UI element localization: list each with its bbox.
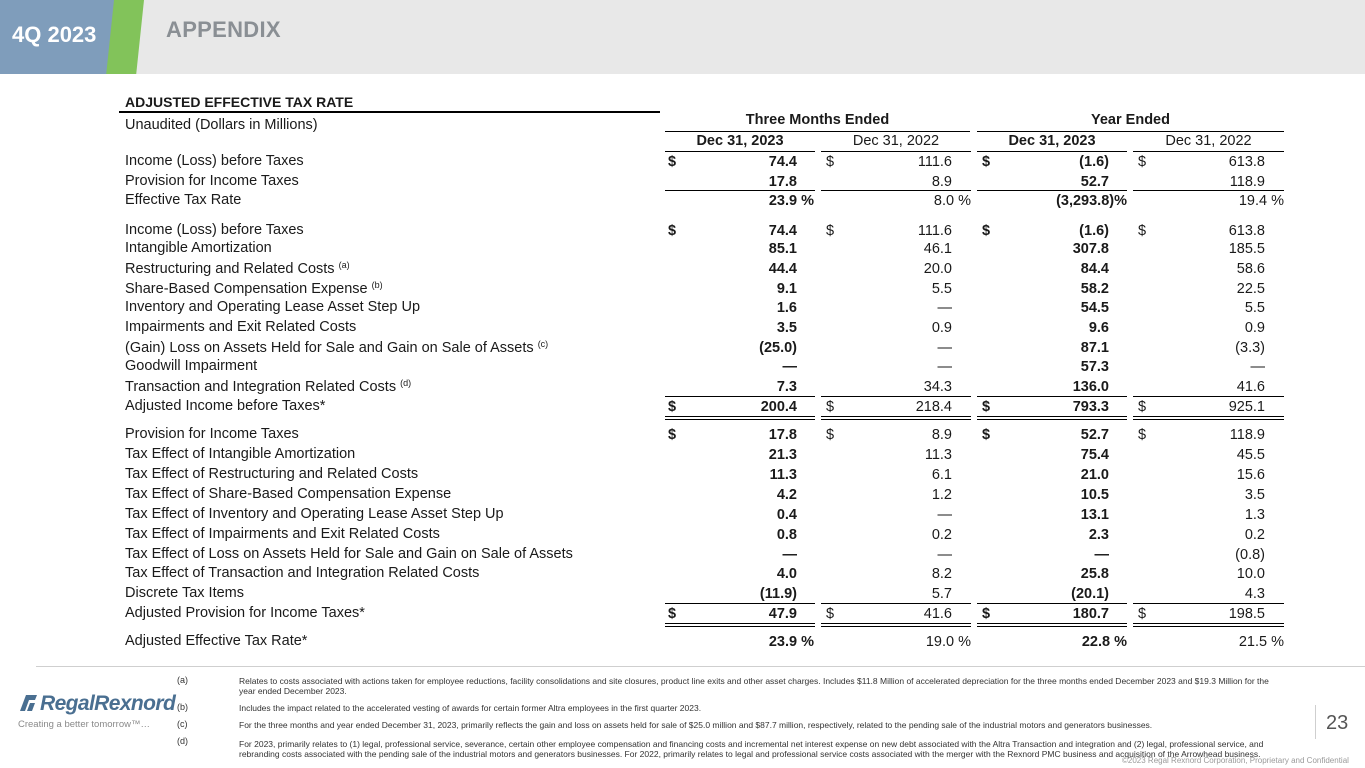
row-label: Provision for Income Taxes bbox=[125, 173, 299, 189]
cell-value: 58.2 bbox=[1080, 281, 1109, 297]
cell-value: 198.5 bbox=[1228, 606, 1265, 622]
cell-value: (0.8) bbox=[1235, 547, 1265, 563]
table-row bbox=[0, 633, 1365, 651]
cell-value: 21.3 bbox=[768, 447, 797, 463]
total-double-rule bbox=[977, 416, 1127, 420]
subtotal-rule bbox=[1133, 603, 1284, 604]
subtotal-rule bbox=[977, 603, 1127, 604]
cell-value: 8.9 bbox=[931, 427, 952, 443]
column-header-fy-2023: Dec 31, 2023 bbox=[1008, 133, 1096, 149]
total-double-rule bbox=[977, 623, 1127, 627]
row-label: Impairments and Exit Related Costs bbox=[125, 319, 357, 335]
footnote-marker: (d) bbox=[400, 378, 412, 388]
cell-value: (11.9) bbox=[759, 586, 797, 602]
cell-value: 10.5 bbox=[1080, 487, 1109, 503]
total-double-rule bbox=[1133, 623, 1284, 627]
group-header-three-months: Three Months Ended bbox=[745, 112, 890, 128]
row-label: Income (Loss) before Taxes bbox=[125, 153, 304, 169]
table-row bbox=[0, 173, 1365, 191]
copyright-notice: ©2023 Regal Rexnord Corporation, Proprietary and Confidential bbox=[1122, 756, 1349, 765]
cell-value: 5.7 bbox=[931, 586, 952, 602]
cell-value: 0.9 bbox=[1244, 320, 1265, 336]
cell-value: 180.7 bbox=[1072, 606, 1109, 622]
title-underline bbox=[119, 111, 660, 113]
quarter-label: 4Q 2023 bbox=[12, 22, 97, 47]
cell-value: 74.4 bbox=[768, 154, 797, 170]
footnote-text: Includes the impact related to the accelerated vesting of awards for certain former Altra employees in the first quarter 2023. bbox=[239, 703, 702, 713]
total-double-rule bbox=[665, 623, 815, 627]
cell-value: 8.9 bbox=[931, 174, 952, 190]
row-label: Adjusted Effective Tax Rate* bbox=[125, 633, 308, 649]
cell-value: 1.6 bbox=[776, 300, 797, 316]
row-label: Transaction and Integration Related Costs $^{(d)}$ bbox=[125, 378, 412, 395]
currency-symbol: $ bbox=[1138, 154, 1147, 170]
brand-tagline: Creating a better tomorrow™… bbox=[18, 719, 150, 730]
table-row bbox=[0, 565, 1365, 583]
total-double-rule bbox=[821, 416, 971, 420]
cell-value: 118.9 bbox=[1229, 174, 1265, 190]
table-row bbox=[0, 526, 1365, 544]
row-label: Income (Loss) before Taxes bbox=[125, 222, 304, 238]
row-label: Tax Effect of Inventory and Operating Lease Asset Step Up bbox=[125, 506, 504, 522]
cell-value: — bbox=[937, 507, 952, 523]
footnote-text: For the three months and year ended December 31, 2023, primarily reflects the gain and loss on assets held for sale of $25.0 million and $87.7 million, respectively, related to the pending sale of the industrial motors and generators businesses. bbox=[239, 720, 1153, 730]
cell-value: 84.4 bbox=[1080, 261, 1109, 277]
cell-value: (1.6) bbox=[1079, 154, 1109, 170]
cell-value: 925.1 bbox=[1228, 399, 1265, 415]
table-subtitle: Unaudited (Dollars in Millions) bbox=[125, 117, 318, 133]
currency-symbol: $ bbox=[982, 427, 991, 443]
row-label: Restructuring and Related Costs $^{(a)}$ bbox=[125, 260, 350, 277]
cell-value: 75.4 bbox=[1080, 447, 1109, 463]
cell-value: 21.5 % bbox=[1238, 634, 1284, 650]
cell-value: 15.6 bbox=[1236, 467, 1265, 483]
cell-value: 23.9 % bbox=[768, 193, 814, 209]
cell-value: 307.8 bbox=[1072, 241, 1109, 257]
currency-symbol: $ bbox=[826, 399, 835, 415]
currency-symbol: $ bbox=[668, 154, 677, 170]
column-rule bbox=[977, 151, 1127, 152]
table-row bbox=[0, 192, 1365, 210]
total-double-rule bbox=[665, 416, 815, 420]
footnote-divider bbox=[36, 666, 1365, 667]
cell-value: (1.6) bbox=[1079, 223, 1109, 239]
table-row bbox=[0, 319, 1365, 337]
currency-symbol: $ bbox=[982, 399, 991, 415]
cell-value: 74.4 bbox=[768, 223, 797, 239]
cell-value: 85.1 bbox=[768, 241, 797, 257]
row-label: Provision for Income Taxes bbox=[125, 426, 299, 442]
row-label: Tax Effect of Share-Based Compensation Expense bbox=[125, 486, 452, 502]
column-header-q4-2023: Dec 31, 2023 bbox=[696, 133, 784, 149]
cell-value: 17.8 bbox=[768, 427, 797, 443]
table-row bbox=[0, 466, 1365, 484]
cell-value: — bbox=[782, 359, 797, 375]
currency-symbol: $ bbox=[826, 606, 835, 622]
cell-value: 52.7 bbox=[1080, 427, 1109, 443]
cell-value: (25.0) bbox=[759, 340, 797, 356]
footnote-key: (b) bbox=[177, 702, 188, 712]
table-row bbox=[0, 378, 1365, 396]
subtotal-rule bbox=[821, 190, 971, 191]
footnote-marker: (b) bbox=[371, 280, 383, 290]
logo-wordmark: RegalRexnord bbox=[40, 692, 176, 715]
cell-value: 54.5 bbox=[1080, 300, 1109, 316]
cell-value: 0.8 bbox=[776, 527, 797, 543]
table-row bbox=[0, 299, 1365, 317]
cell-value: 17.8 bbox=[768, 174, 797, 190]
currency-symbol: $ bbox=[982, 154, 991, 170]
row-label: Effective Tax Rate bbox=[125, 192, 242, 208]
footnote-key: (a) bbox=[177, 675, 188, 685]
cell-value: — bbox=[782, 547, 797, 563]
cell-value: 87.1 bbox=[1080, 340, 1109, 356]
currency-symbol: $ bbox=[826, 427, 835, 443]
cell-value: 3.5 bbox=[1244, 487, 1265, 503]
row-label: Tax Effect of Intangible Amortization bbox=[125, 446, 356, 462]
cell-value: 45.5 bbox=[1236, 447, 1265, 463]
total-double-rule bbox=[1133, 416, 1284, 420]
cell-value: 23.9 % bbox=[768, 634, 814, 650]
cell-value: 9.6 bbox=[1088, 320, 1109, 336]
cell-value: 25.8 bbox=[1080, 566, 1109, 582]
row-label: Discrete Tax Items bbox=[125, 585, 244, 601]
column-header-q4-2022: Dec 31, 2022 bbox=[852, 133, 940, 149]
cell-value: — bbox=[937, 359, 952, 375]
cell-value: 200.4 bbox=[760, 399, 797, 415]
cell-value: 22.5 bbox=[1236, 281, 1265, 297]
row-label: Adjusted Income before Taxes* bbox=[125, 398, 326, 414]
cell-value: 0.2 bbox=[931, 527, 952, 543]
cell-value: 47.9 bbox=[768, 606, 797, 622]
subtotal-rule bbox=[821, 603, 971, 604]
badge-accent-stripe bbox=[106, 0, 144, 74]
row-label: Inventory and Operating Lease Asset Step Up bbox=[125, 299, 421, 315]
table-row bbox=[0, 260, 1365, 278]
currency-symbol: $ bbox=[1138, 427, 1147, 443]
cell-value: 3.5 bbox=[776, 320, 797, 336]
table-row bbox=[0, 585, 1365, 603]
column-rule bbox=[821, 151, 971, 152]
cell-value: 8.2 bbox=[931, 566, 952, 582]
cell-value: (3,293.8)% bbox=[1056, 193, 1127, 209]
currency-symbol: $ bbox=[982, 606, 991, 622]
column-header-fy-2022: Dec 31, 2022 bbox=[1165, 133, 1252, 149]
table-row bbox=[0, 339, 1365, 357]
cell-value: 218.4 bbox=[915, 399, 952, 415]
cell-value: 19.4 % bbox=[1238, 193, 1284, 209]
currency-symbol: $ bbox=[1138, 223, 1147, 239]
table-row bbox=[0, 486, 1365, 504]
cell-value: 44.4 bbox=[768, 261, 797, 277]
cell-value: 22.8 % bbox=[1081, 634, 1127, 650]
row-label: Adjusted Provision for Income Taxes* bbox=[125, 605, 365, 621]
currency-symbol: $ bbox=[826, 223, 835, 239]
subtotal-rule bbox=[977, 396, 1127, 397]
column-rule bbox=[1133, 151, 1284, 152]
slide-header bbox=[0, 0, 1365, 74]
cell-value: 11.3 bbox=[924, 447, 952, 463]
footnote-key: (d) bbox=[177, 736, 188, 746]
footnote-text: Relates to costs associated with actions taken for employee reductions, facility consolidations and site closures, product line exits and other asset charges. Includes $11.8 Million of accelerated depreciation for the three months ended December 2023 and $19.3 Million for the year ended December 2023. bbox=[239, 676, 1269, 696]
subtotal-rule bbox=[665, 190, 815, 191]
currency-symbol: $ bbox=[826, 154, 835, 170]
table-row bbox=[0, 153, 1365, 171]
cell-value: 4.0 bbox=[776, 566, 797, 582]
table-row bbox=[0, 280, 1365, 298]
cell-value: 1.2 bbox=[931, 487, 952, 503]
group-header-year: Year Ended bbox=[1091, 112, 1170, 128]
cell-value: 0.2 bbox=[1244, 527, 1265, 543]
slide-title: APPENDIX bbox=[166, 17, 281, 42]
table-row bbox=[0, 546, 1365, 564]
cell-value: 9.1 bbox=[776, 281, 797, 297]
row-label: Tax Effect of Transaction and Integration Related Costs bbox=[125, 565, 480, 581]
currency-symbol: $ bbox=[1138, 399, 1147, 415]
cell-value: (3.3) bbox=[1235, 340, 1265, 356]
cell-value: 10.0 bbox=[1236, 566, 1265, 582]
cell-value: 111.6 bbox=[917, 223, 952, 239]
table-row bbox=[0, 605, 1365, 623]
table-row bbox=[0, 222, 1365, 240]
cell-value: 4.3 bbox=[1244, 586, 1265, 602]
cell-value: 46.1 bbox=[923, 241, 952, 257]
row-label: Goodwill Impairment bbox=[125, 358, 258, 374]
subtotal-rule bbox=[665, 396, 815, 397]
cell-value: (20.1) bbox=[1071, 586, 1109, 602]
cell-value: 13.1 bbox=[1080, 507, 1109, 523]
currency-symbol: $ bbox=[1138, 606, 1147, 622]
cell-value: — bbox=[1250, 359, 1265, 375]
footnote-key: (c) bbox=[177, 719, 188, 729]
table-row bbox=[0, 446, 1365, 464]
cell-value: — bbox=[937, 340, 952, 356]
page-number: 23 bbox=[1326, 712, 1349, 734]
row-label: (Gain) Loss on Assets Held for Sale and Gain on Sale of Assets $^{(c)}$ bbox=[125, 339, 549, 356]
column-rule bbox=[665, 151, 815, 152]
cell-value: 0.9 bbox=[931, 320, 952, 336]
cell-value: 57.3 bbox=[1080, 359, 1109, 375]
table-title: ADJUSTED EFFECTIVE TAX RATE bbox=[125, 94, 354, 110]
cell-value: 5.5 bbox=[931, 281, 952, 297]
total-double-rule bbox=[821, 623, 971, 627]
subtotal-rule bbox=[977, 190, 1127, 191]
cell-value: 4.2 bbox=[776, 487, 797, 503]
cell-value: 19.0 % bbox=[925, 634, 971, 650]
cell-value: — bbox=[937, 300, 952, 316]
footnote-marker: (c) bbox=[537, 339, 549, 349]
cell-value: 118.9 bbox=[1229, 427, 1265, 443]
currency-symbol: $ bbox=[668, 223, 677, 239]
table-row bbox=[0, 358, 1365, 376]
subtotal-rule bbox=[665, 603, 815, 604]
currency-symbol: $ bbox=[668, 606, 677, 622]
table-row bbox=[0, 506, 1365, 524]
cell-value: 11.3 bbox=[769, 467, 797, 483]
cell-value: 34.3 bbox=[923, 379, 952, 395]
subtotal-rule bbox=[1133, 190, 1284, 191]
currency-symbol: $ bbox=[668, 427, 677, 443]
currency-symbol: $ bbox=[982, 223, 991, 239]
footnote-text: For 2023, primarily relates to (1) legal, professional service, severance, certain other employee compensation and financing costs and incremental net interest expense on new debt associated with the Altra Transaction and integration and (2) legal, professional service, and rebranding costs associated with the pending sale of the industrial motors and generators businesses. For 2022, primarily relates to legal and professional service costs associated with the merger with the Rexnord PMC business and acquisition of the Arrowhead business. bbox=[239, 739, 1264, 759]
table-row bbox=[0, 240, 1365, 258]
cell-value: 8.0 % bbox=[933, 193, 971, 209]
row-label: Intangible Amortization bbox=[125, 240, 272, 256]
cell-value: 7.3 bbox=[776, 379, 797, 395]
page-divider bbox=[1315, 705, 1316, 739]
row-label: Tax Effect of Restructuring and Related Costs bbox=[125, 466, 419, 482]
cell-value: 1.3 bbox=[1244, 507, 1265, 523]
cell-value: 111.6 bbox=[917, 154, 952, 170]
cell-value: 52.7 bbox=[1080, 174, 1109, 190]
cell-value: — bbox=[937, 547, 952, 563]
currency-symbol: $ bbox=[668, 399, 677, 415]
cell-value: 185.5 bbox=[1228, 241, 1265, 257]
row-label: Tax Effect of Loss on Assets Held for Sale and Gain on Sale of Assets bbox=[125, 546, 573, 562]
group-rule-three-months bbox=[665, 131, 970, 132]
row-label: Share-Based Compensation Expense $^{(b)}$ bbox=[125, 280, 383, 297]
cell-value: 20.0 bbox=[923, 261, 952, 277]
cell-value: 136.0 bbox=[1072, 379, 1109, 395]
cell-value: 21.0 bbox=[1080, 467, 1109, 483]
cell-value: 0.4 bbox=[776, 507, 797, 523]
cell-value: 41.6 bbox=[1236, 379, 1265, 395]
cell-value: — bbox=[1094, 547, 1109, 563]
cell-value: 613.8 bbox=[1228, 154, 1265, 170]
table-row bbox=[0, 426, 1365, 444]
table-row bbox=[0, 398, 1365, 416]
cell-value: 613.8 bbox=[1228, 223, 1265, 239]
row-label: Tax Effect of Impairments and Exit Related Costs bbox=[125, 526, 440, 542]
cell-value: 41.6 bbox=[923, 606, 952, 622]
cell-value: 5.5 bbox=[1244, 300, 1265, 316]
cell-value: 2.3 bbox=[1088, 527, 1109, 543]
cell-value: 793.3 bbox=[1072, 399, 1109, 415]
group-rule-year bbox=[977, 131, 1284, 132]
footnote-marker: (a) bbox=[338, 260, 350, 270]
logo-mark-icon bbox=[18, 694, 38, 712]
subtotal-rule bbox=[821, 396, 971, 397]
cell-value: 58.6 bbox=[1236, 261, 1265, 277]
cell-value: 6.1 bbox=[931, 467, 952, 483]
subtotal-rule bbox=[1133, 396, 1284, 397]
